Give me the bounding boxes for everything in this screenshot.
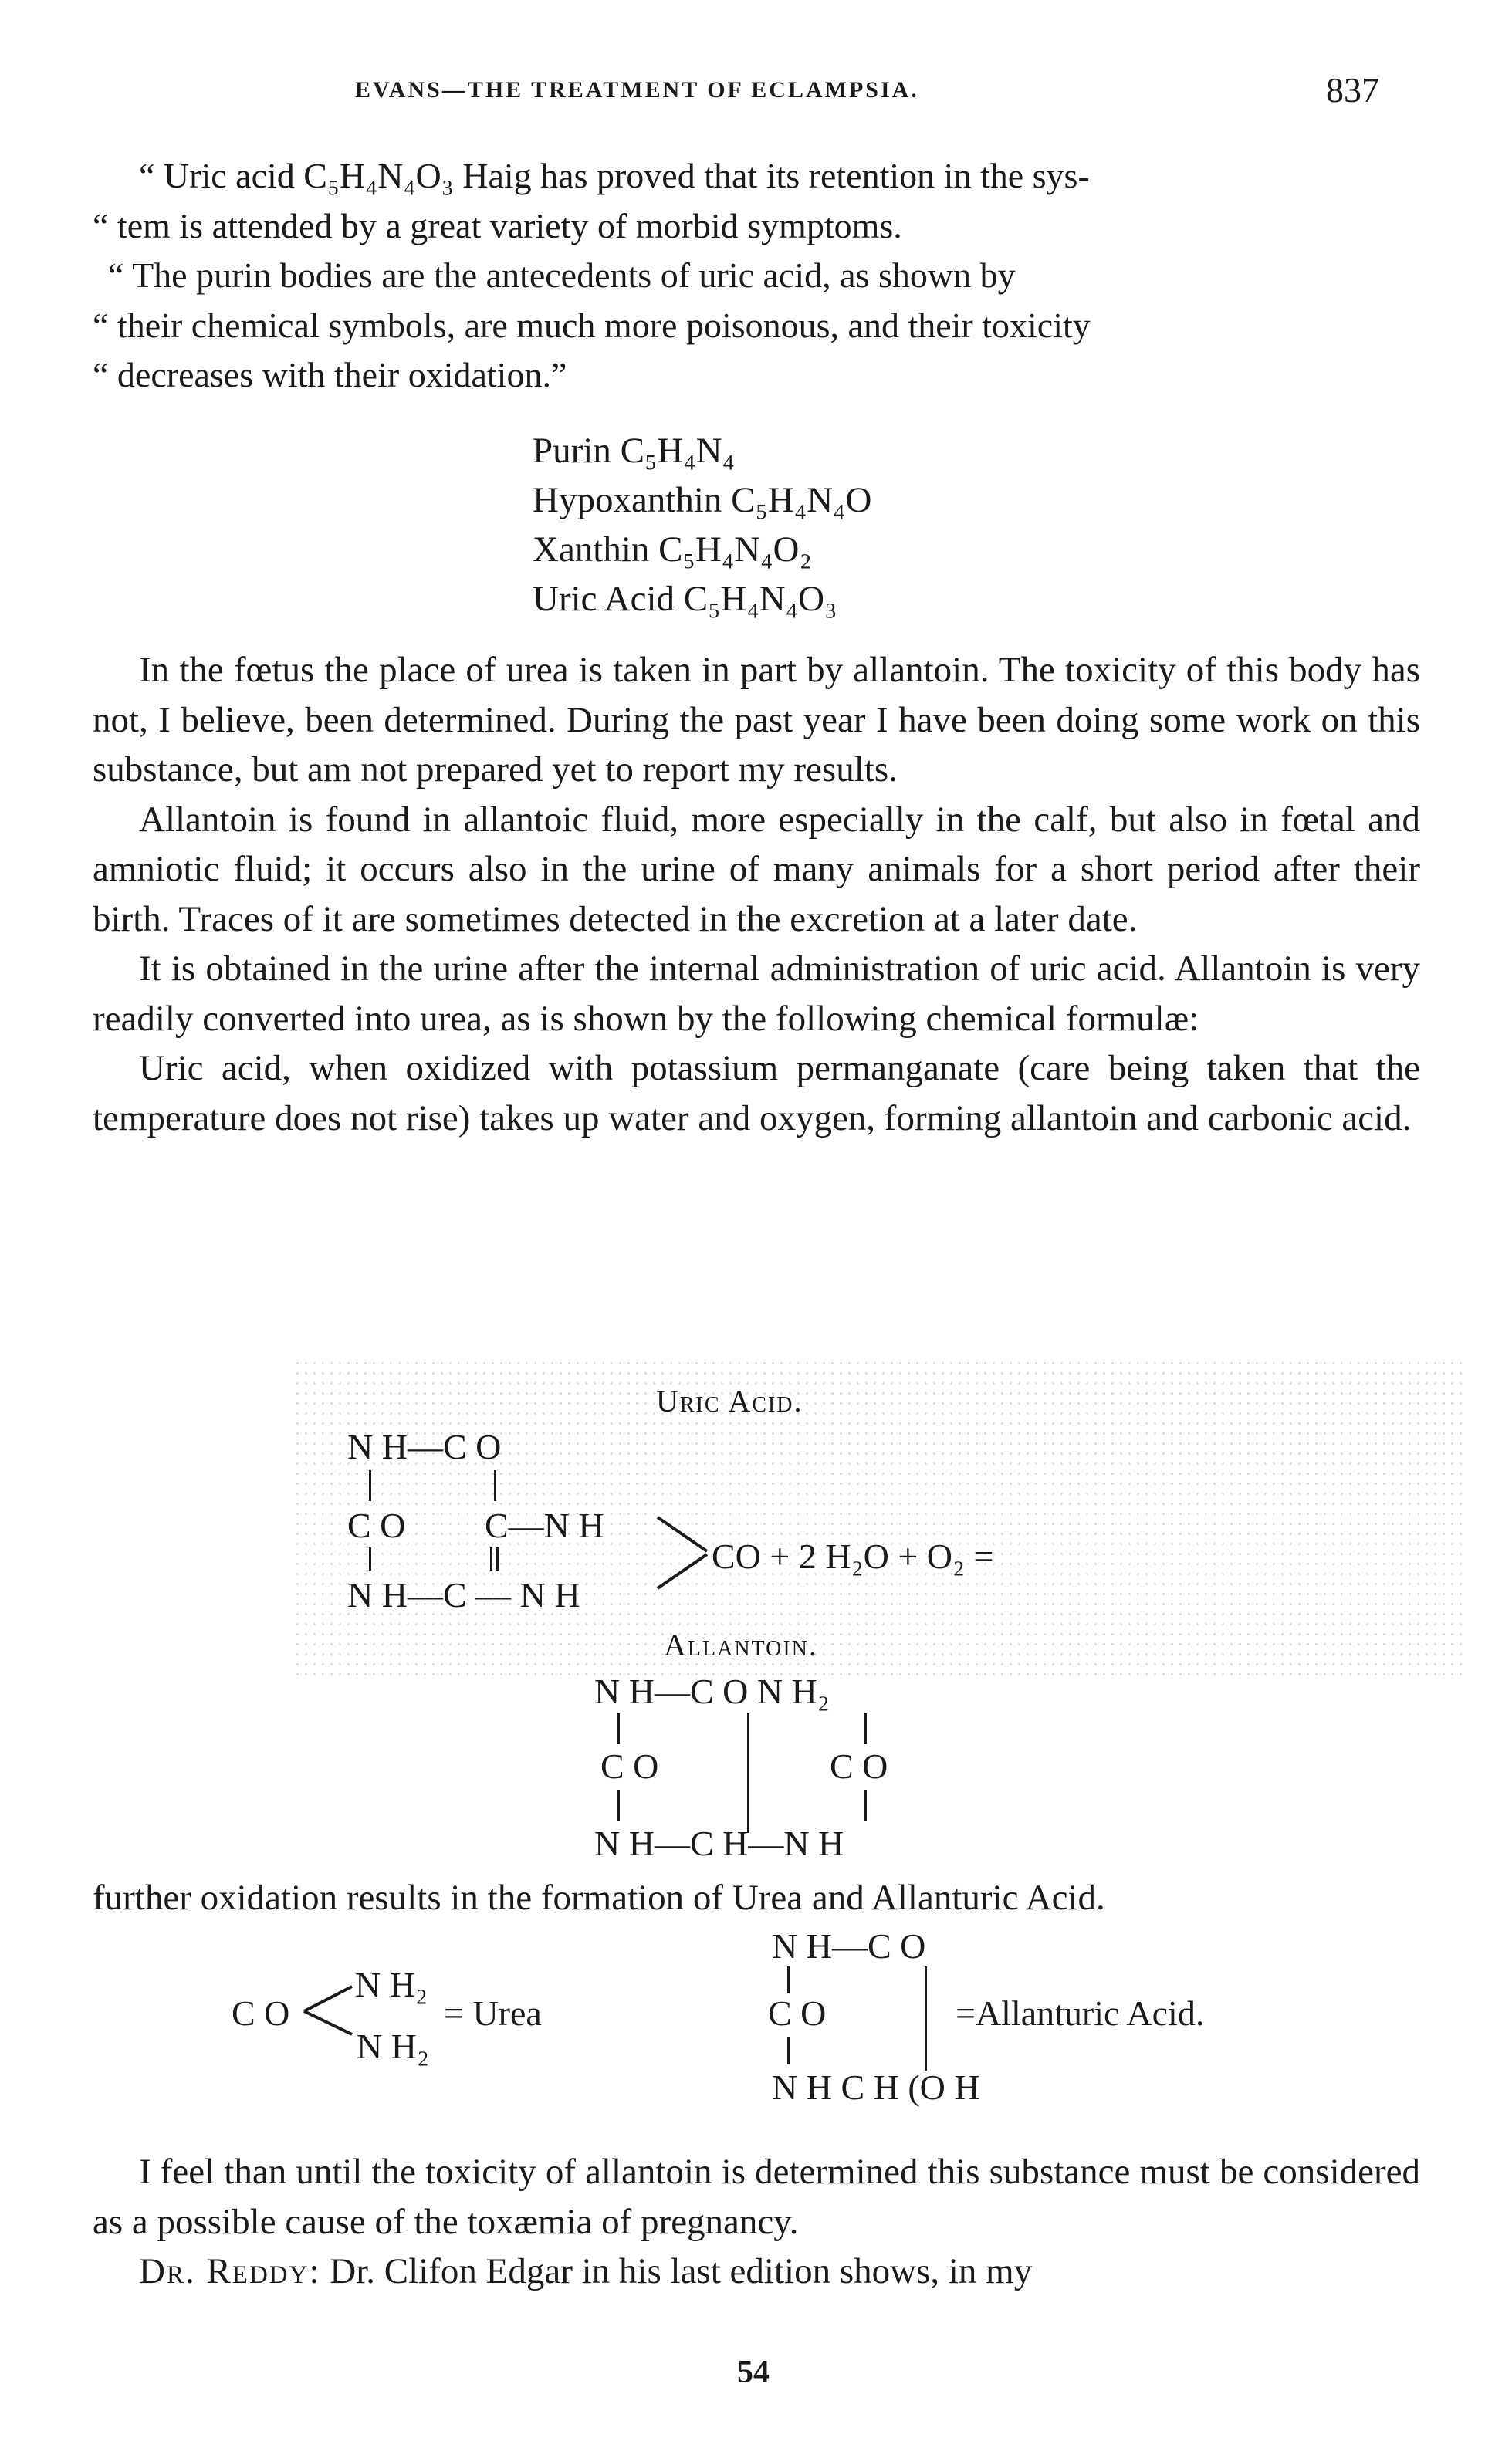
allantoin-row-1: N H—C O N H₂ [594, 1672, 830, 1711]
speaker-name: Dr. Reddy: [139, 2251, 321, 2291]
page-number: 837 [1326, 70, 1379, 110]
bond [864, 1713, 867, 1744]
quote-line: “ The purin bodies are the antecedents of uric acid, as shown by [108, 255, 1016, 295]
urea-label: = Urea [444, 1993, 542, 2033]
paragraph: Allantoin is found in allantoic fluid, more especially in the calf, but also in fœtal and amniotic fluid; it occurs also in the urine of many animals for a short period after their birth. Traces of it are sometimes detected in the excretion at a later date. [93, 799, 1420, 939]
uric-row-2a: C O [347, 1506, 406, 1545]
paragraph: I feel than until the toxicity of allantoin is determined this substance must be considered as a possible cause of the toxæmia of pregnancy. [93, 2152, 1420, 2242]
formula-purin: Purin C₅H₄N₄ [533, 431, 735, 471]
allanturic-row-3: N H C H (O H [772, 2068, 980, 2107]
formula-uric-acid: Uric Acid C₅H₄N₄O₃ [533, 579, 837, 619]
folio: 54 [737, 2355, 770, 2390]
oxidation-sentence: further oxidation results in the formation of Urea and Allanturic Acid. [93, 1878, 1105, 1918]
bond [925, 1966, 927, 2071]
quote-line: “ tem is attended by a great variety of morbid symptoms. [93, 205, 902, 245]
formula-hypoxanthin: Hypoxanthin C₅H₄N₄O [533, 480, 872, 520]
body-text [93, 645, 1420, 1143]
uric-row-2b: C—N H [485, 1506, 604, 1545]
quote-line: “ Uric acid C₅H₄N₄O₃ Haig has proved that its retention in the sys- [139, 156, 1090, 195]
bond [496, 1547, 499, 1571]
urea-nh2-top: N H₂ [355, 1965, 428, 2004]
paragraph: Uric acid, when oxidized with potassium permanganate (care being taken that the temperature does not rise) takes up water and oxygen, forming allantoin and carbonic acid. [93, 1048, 1420, 1138]
urea-carbonyl: C O [232, 1993, 290, 2033]
uric-row-3: N H—C — N H [347, 1575, 580, 1615]
allantoin-label: Allantoin. [664, 1628, 818, 1662]
bond [787, 2037, 790, 2064]
bond [787, 1966, 790, 1993]
paragraph [93, 2247, 1420, 2297]
bond [490, 1547, 492, 1571]
quote-block [93, 151, 1420, 401]
bond [369, 1470, 371, 1501]
speaker-text: Dr. Clifon Edgar in his last edition shows, in my [330, 2251, 1033, 2291]
formula-xanthin: Xanthin C₅H₄N₄O₂ [533, 529, 812, 570]
allantoin-row-2b: C O [830, 1747, 888, 1786]
bond [617, 1713, 620, 1744]
bond [747, 1713, 749, 1833]
uric-equation-rhs: CO + 2 H₂O + O₂ = [712, 1537, 994, 1576]
allantoin-row-2a: C O [600, 1747, 659, 1786]
allantoin-row-3: N H—C H—N H [594, 1824, 844, 1863]
bond [617, 1790, 620, 1821]
allanturic-row-2: C O [768, 1993, 827, 2033]
quote-line: “ decreases with their oxidation.” [93, 355, 567, 394]
scan-noise [293, 1358, 1466, 1682]
urea-nh2-bottom: N H₂ [357, 2027, 429, 2066]
urea-branch [301, 1983, 355, 2037]
uric-acid-label: Uric Acid. [656, 1384, 803, 1419]
allanturic-label: =Allanturic Acid. [956, 1993, 1205, 2033]
closing-text [93, 2147, 1420, 2297]
bracket-arrow [656, 1511, 710, 1596]
quote-line: “ their chemical symbols, are much more poisonous, and their toxicity [93, 305, 1091, 345]
bond [864, 1790, 867, 1821]
running-header: EVANS—THE TREATMENT OF ECLAMPSIA. [355, 77, 919, 103]
uric-row-1: N H—C O [347, 1427, 502, 1466]
paragraph: It is obtained in the urine after the internal administration of uric acid. Allantoin is very readily converted into urea, as is shown by the following chemical formulæ: [93, 948, 1420, 1039]
bond [494, 1470, 496, 1501]
bond [369, 1547, 371, 1571]
purin-formula-list [533, 426, 872, 624]
allanturic-row-1: N H—C O [772, 1926, 926, 1966]
paragraph: In the fœtus the place of urea is taken in part by allantoin. The toxicity of this body has not, I believe, been determined. During the past year I have been doing some work on this substance, but am not prepared yet to report my results. [93, 650, 1420, 790]
